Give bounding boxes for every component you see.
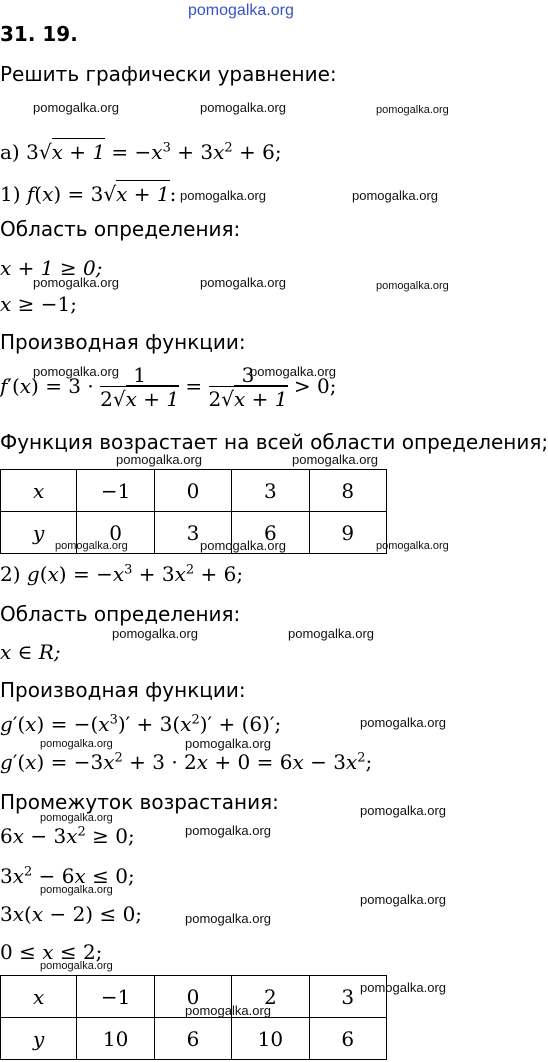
table-cell: y — [1, 1018, 77, 1060]
function-f: 1) f(x) = 3√x + 1: — [0, 182, 177, 206]
table-cell: 9 — [309, 512, 386, 554]
watermark: pomogalka.org — [180, 188, 266, 203]
function-g: 2) $g(x) = -x^3 + 3x^2 + 6$; — [0, 562, 244, 586]
watermark: pomogalka.org — [376, 104, 449, 116]
watermark: pomogalka.org — [40, 812, 113, 824]
watermark: pomogalka.org — [40, 884, 113, 896]
derivative-g-1: $g'(x) = -(x^3)' + 3(x^2)' + (6)'$; — [0, 712, 282, 736]
watermark: pomogalka.org — [33, 275, 119, 290]
table-cell: 10 — [77, 1018, 154, 1060]
watermark: pomogalka.org — [292, 452, 378, 467]
watermark: pomogalka.org — [360, 892, 446, 907]
watermark: pomogalka.org — [288, 626, 374, 641]
table-cell: 2 — [232, 976, 309, 1018]
watermark: pomogalka.org — [185, 823, 271, 838]
watermark: pomogalka.org — [360, 980, 446, 995]
table-cell: 6 — [232, 512, 309, 554]
inequality-2: x ≥ −1; — [0, 292, 77, 316]
watermark: pomogalka.org — [352, 188, 438, 203]
watermark: pomogalka.org — [376, 540, 449, 552]
derivative-f: f′(x) = 3 · $\frac{1}{2√x + 1}$ = $\frac{3}{2√x + 1}$ > 0; — [0, 363, 337, 411]
watermark: pomogalka.org — [185, 1003, 271, 1018]
part-label: а) — [0, 140, 20, 164]
table-cell: 6 — [154, 1018, 231, 1060]
derivative-g-2: $g'(x) = -3x^2 + 3 \cdot 2x + 0 = 6x - 3x^2$; — [0, 750, 373, 774]
table-cell: y — [1, 512, 77, 554]
table-row — [1, 1018, 387, 1060]
step-label: 1) — [0, 182, 21, 206]
watermark: pomogalka.org — [40, 960, 113, 972]
domain-heading: Область определения: — [0, 217, 241, 241]
interval-heading: Промежуток возрастания: — [0, 790, 279, 814]
table-cell: 10 — [232, 1018, 309, 1060]
inequality-1: x + 1 ≥ 0; — [0, 256, 103, 280]
task-text: Решить графически уравнение: — [0, 62, 337, 86]
watermark: pomogalka.org — [360, 803, 446, 818]
watermark: pomogalka.org — [116, 452, 202, 467]
table-cell: 0 — [154, 976, 231, 1018]
table-cell: −1 — [77, 976, 154, 1018]
inequality-4: $3x^2 - 6x \le 0$; — [0, 864, 135, 888]
watermark: pomogalka.org — [250, 364, 336, 379]
watermark: pomogalka.org — [185, 911, 271, 926]
table-cell: 0 — [154, 470, 231, 512]
increasing-text: Функция возрастает на всей области определения; — [0, 430, 548, 454]
table-cell: x — [1, 470, 77, 512]
interval-result: 0 ≤ x ≤ 2; — [0, 940, 103, 964]
watermark: pomogalka.org — [112, 626, 198, 641]
table-cell: 8 — [309, 470, 386, 512]
table-cell: x — [1, 976, 77, 1018]
domain-heading-2: Область определения: — [0, 602, 241, 626]
watermark: pomogalka.org — [40, 738, 113, 750]
watermark: pomogalka.org — [200, 100, 286, 115]
table-cell: 6 — [309, 1018, 386, 1060]
watermark: pomogalka.org — [55, 540, 128, 552]
derivative-heading-2: Производная функции: — [0, 678, 246, 702]
table-cell: 3 — [309, 976, 386, 1018]
inequality-3: $6x - 3x^2 \ge 0$; — [0, 824, 135, 848]
inequality-5: 3x(x − 2) ≤ 0; — [0, 902, 143, 926]
watermark: pomogalka.org — [376, 280, 449, 292]
watermark: pomogalka.org — [360, 715, 446, 730]
step-label: 2) — [0, 562, 21, 586]
table-cell: 3 — [154, 512, 231, 554]
watermark: pomogalka.org — [188, 2, 294, 19]
table-cell: 3 — [232, 470, 309, 512]
derivative-heading: Производная функции: — [0, 330, 246, 354]
watermark: pomogalka.org — [200, 275, 286, 290]
watermark: pomogalka.org — [33, 100, 119, 115]
domain-R: x ∈ R; — [0, 640, 61, 664]
table-row — [1, 470, 387, 512]
table-cell: −1 — [77, 470, 154, 512]
watermark: pomogalka.org — [33, 364, 119, 379]
watermark: pomogalka.org — [185, 736, 271, 751]
watermark: pomogalka.org — [200, 538, 286, 553]
table-cell: 0 — [77, 512, 154, 554]
problem-number: 31. 19. — [0, 22, 78, 46]
equation-a: а) $3√x + 1 = -x^3 + 3x^2 + 6$; — [0, 140, 282, 164]
